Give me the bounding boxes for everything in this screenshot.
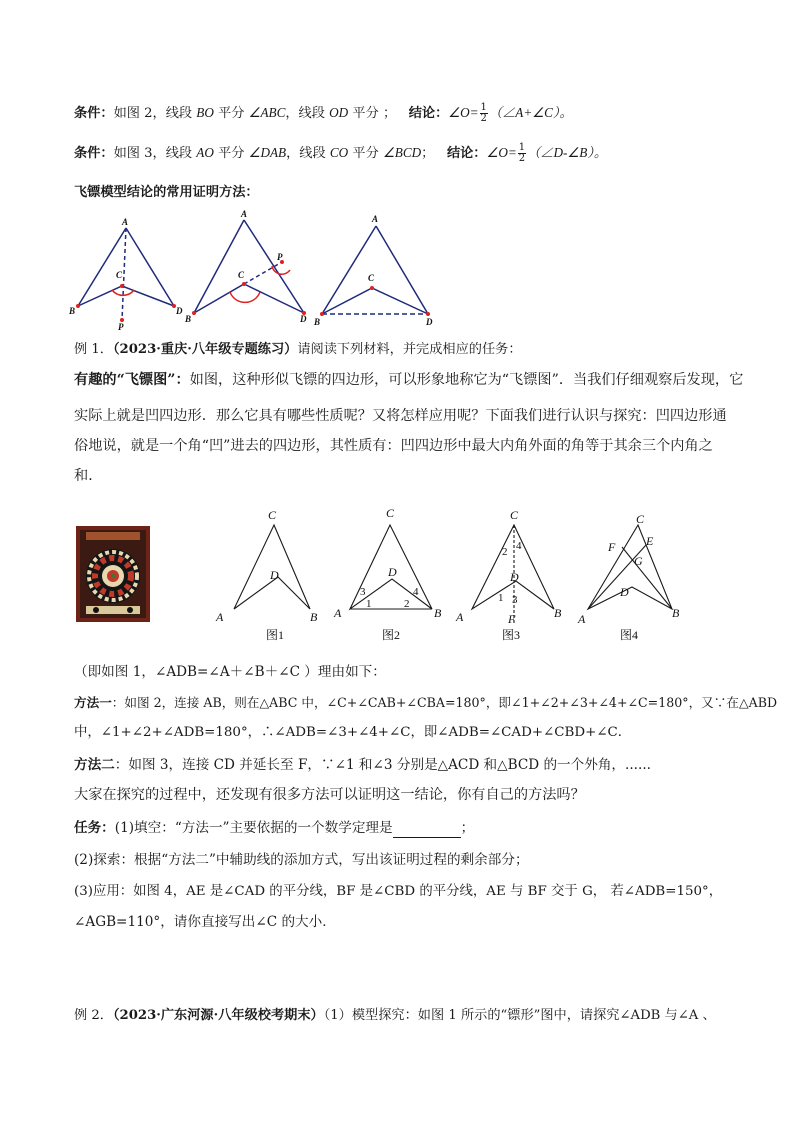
svg-text:D: D: [426, 317, 433, 327]
method1-line-2: 中，∠1+∠2+∠ADB=180°，∴∠ADB=∠3+∠4+∠C，即∠ADB=∠CAD+∠CBD+∠C．: [74, 725, 632, 740]
svg-text:3: 3: [512, 594, 518, 606]
fraction-half: $\frac{1}{2}$: [518, 142, 526, 164]
svg-text:A: A: [216, 610, 224, 624]
svg-text:A: A: [241, 209, 248, 219]
fraction-half: $\frac{1}{2}$: [480, 102, 487, 124]
dashed-extension-a: [122, 228, 126, 320]
figure4-bisector-bf: [622, 547, 672, 609]
angle-arc-b: [230, 292, 260, 302]
svg-text:D: D: [300, 314, 307, 324]
svg-text:D: D: [388, 565, 397, 579]
intro-line-1: 有趣的“飞镖图”：如图，这种形似飞镖的四边形，可以形象地称它为“飞镖图”．当我们仔细观察后发现，它: [74, 372, 744, 388]
intro-line-4: 和．: [74, 468, 103, 484]
svg-text:B: B: [69, 306, 76, 316]
svg-text:C: C: [116, 270, 123, 280]
svg-text:2: 2: [404, 598, 410, 610]
svg-text:D: D: [510, 570, 519, 584]
svg-text:A: A: [578, 612, 586, 626]
svg-text:B: B: [434, 606, 442, 620]
task3-line-2: ∠AGB=110°，请你直接写出∠C 的大小．: [74, 914, 336, 930]
svg-text:P: P: [118, 322, 124, 332]
svg-text:3: 3: [360, 586, 366, 598]
intro-line-3: 俗地说，就是一个角“凹”进去的四边形，其性质有：凹四边形中最大内角外面的角等于其余三个内角之: [74, 438, 713, 454]
svg-text:2: 2: [502, 546, 508, 558]
example1-header: 例 1．（2023·重庆·八年级专题练习）请阅读下列材料，并完成相应的任务：: [74, 342, 522, 357]
dart-figure-c: [322, 226, 428, 314]
svg-text:C: C: [368, 273, 375, 283]
methods-heading: 飞镖模型结论的常用证明方法：: [74, 185, 259, 200]
example1-figures: [210, 505, 700, 645]
svg-text:D: D: [270, 568, 279, 582]
svg-text:G: G: [634, 554, 643, 568]
proof-figures: [64, 208, 454, 336]
svg-text:A: A: [372, 214, 379, 224]
svg-text:A: A: [334, 606, 342, 620]
figure1-dart: [234, 525, 310, 609]
svg-text:4: 4: [413, 586, 419, 598]
svg-text:1: 1: [498, 592, 504, 604]
svg-text:D: D: [620, 585, 629, 599]
svg-text:C: C: [386, 506, 395, 520]
svg-text:C: C: [268, 508, 277, 522]
svg-text:图4: 图4: [620, 628, 639, 642]
svg-text:B: B: [672, 606, 680, 620]
svg-text:图1: 图1: [266, 628, 285, 642]
svg-text:图3: 图3: [502, 628, 521, 642]
condition-fig2: 条件：如图 2，线段 BO 平分 ∠ABC，线段 OD 平分 ； 结论：∠O= $\frac{1}{2}$ （∠A+∠C）。: [74, 102, 573, 124]
svg-text:B: B: [310, 610, 318, 624]
intro-line-2: 实际上就是凹四边形．那么它具有哪些性质呢？又将怎样应用呢？下面我们进行认识与探究：凹四边形通: [74, 408, 727, 424]
svg-text:A: A: [456, 610, 464, 624]
svg-text:F: F: [508, 612, 516, 626]
svg-text:C: C: [238, 270, 245, 280]
svg-text:B: B: [185, 314, 192, 324]
condition-fig3: 条件：如图 3，线段 AO 平分 ∠DAB，线段 CO 平分 ∠BCD； 结论：∠O= $\frac{1}{2}$ （∠D-∠B）。: [74, 142, 608, 164]
example2-line: 例 2．（2023·广东河源·八年级校考期末）（1）模型探究：如图 1 所示的“镖形”图中，请探究∠ADB 与∠A 、: [74, 1008, 716, 1023]
svg-text:F: F: [608, 540, 616, 554]
dart-figure-b: [194, 220, 304, 313]
task3-line-1: (3)应用：如图 4，AE 是∠CAD 的平分线，BF 是∠CBD 的平分线，AE 与 BF 交于 G， 若∠ADB=150°，: [74, 884, 723, 899]
dartboard-photo: [76, 526, 150, 622]
svg-text:B: B: [554, 606, 562, 620]
svg-text:D: D: [176, 306, 183, 316]
task1-line: 任务：(1)填空：“方法一”主要依据的一个数学定理是 ；: [74, 820, 475, 836]
question-line: 大家在探究的过程中，还发现有很多方法可以证明这一结论，你有自己的方法吗？: [74, 787, 585, 803]
svg-text:C: C: [510, 508, 519, 522]
answer-blank[interactable]: [393, 823, 461, 838]
svg-text:1: 1: [366, 598, 372, 610]
svg-text:P: P: [277, 252, 283, 262]
svg-text:B: B: [314, 317, 321, 327]
svg-text:4: 4: [516, 540, 522, 552]
reason-line: （即如图 1，∠ADB=∠A＋∠B＋∠C ）理由如下：: [74, 664, 386, 680]
method1-line-1: 方法一：如图 2，连接 AB，则在△ABC 中，∠C+∠CAB+∠CBA=180°，即∠1+∠2+∠3+∠4+∠C=180°，又∵在△ABD: [74, 695, 778, 710]
svg-text:E: E: [646, 534, 654, 548]
svg-text:C: C: [636, 512, 645, 526]
svg-text:图2: 图2: [382, 628, 401, 642]
svg-text:A: A: [122, 217, 129, 227]
task2-line: (2)探索：根据“方法二”中辅助线的添加方式，写出该证明过程的剩余部分；: [74, 852, 529, 868]
figure4-dart: [588, 525, 672, 609]
method2-line: 方法二：如图 3，连接 CD 并延长至 F，∵∠1 和∠3 分别是△ACD 和△BCD 的一个外角，......: [74, 757, 651, 773]
